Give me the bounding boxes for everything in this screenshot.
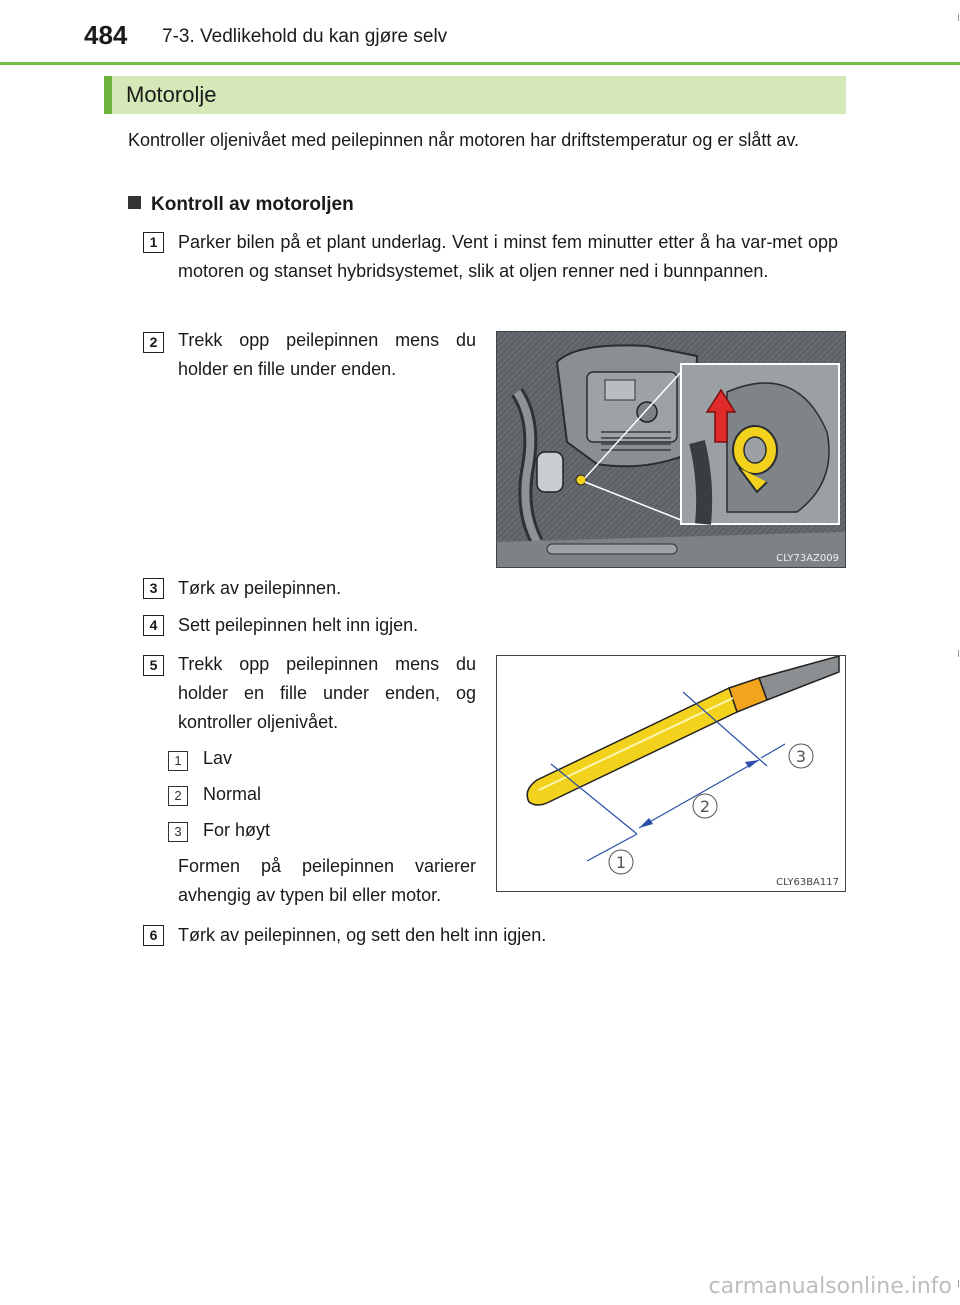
section-title: Motorolje (126, 82, 217, 107)
margin-tick (958, 1280, 959, 1287)
intro-paragraph: Kontroller oljenivået med peilepinnen når motoren har driftstemperatur og er slått av. (128, 130, 800, 150)
engine-bay-figure (496, 331, 846, 568)
dipstick-figure-code: CLY63BA117 (776, 877, 839, 888)
margin-tick (958, 14, 959, 21)
section-accent-bar (104, 76, 112, 114)
subheading (128, 194, 354, 216)
subheading-text: Kontroll av motoroljen (151, 194, 354, 215)
step-badge-3: 3 (143, 578, 164, 599)
callout-2: 2 (699, 797, 711, 816)
callout-1: 1 (615, 853, 627, 872)
step-badge-6: 6 (143, 925, 164, 946)
level-label-normal: Normal (203, 784, 262, 804)
watermark: carmanualsonline.info (708, 1274, 952, 1299)
dipstick-figure (496, 655, 846, 892)
chapter-title: 7-3. Vedlikehold du kan gjøre selv (162, 26, 448, 47)
step-badge-1: 1 (143, 232, 164, 253)
level-badge-1: 1 (168, 751, 188, 771)
section-header (104, 76, 846, 114)
engine-bay-illustration (497, 332, 846, 568)
step-text-3: Tørk av peilepinnen. (178, 578, 342, 598)
level-label-high: For høyt (203, 820, 271, 840)
margin-tick (958, 650, 959, 657)
level-badge-3: 3 (168, 822, 188, 842)
step-badge-2: 2 (143, 332, 164, 353)
step-badge-4: 4 (143, 615, 164, 636)
dipstick-note: Formen på peilepinnen varierer avhengig av typen bil eller motor. (178, 856, 476, 905)
level-badge-2: 2 (168, 786, 188, 806)
page-number: 484 (84, 20, 128, 50)
callout-3: 3 (795, 747, 807, 766)
engine-figure-code: CLY73AZ009 (776, 553, 839, 564)
step-text-6: Tørk av peilepinnen, og sett den helt inn igjen. (178, 925, 547, 945)
step-text-4: Sett peilepinnen helt inn igjen. (178, 615, 419, 635)
level-label-low: Lav (203, 748, 233, 768)
step-text-1: Parker bilen på et plant underlag. Vent i minst fem minutter etter å ha var-met opp motoren og stanset hybridsystemet, slik at oljen renner ned i bunnpannen. (178, 232, 838, 281)
step-text-2: Trekk opp peilepinnen mens du holder en fille under enden. (178, 330, 476, 379)
header-divider (0, 62, 960, 65)
dipstick-illustration (497, 656, 846, 892)
step-badge-5: 5 (143, 655, 164, 676)
square-bullet-icon (128, 196, 141, 209)
step-text-5: Trekk opp peilepinnen mens du holder en fille under enden, og kontroller oljenivået. (178, 654, 476, 732)
